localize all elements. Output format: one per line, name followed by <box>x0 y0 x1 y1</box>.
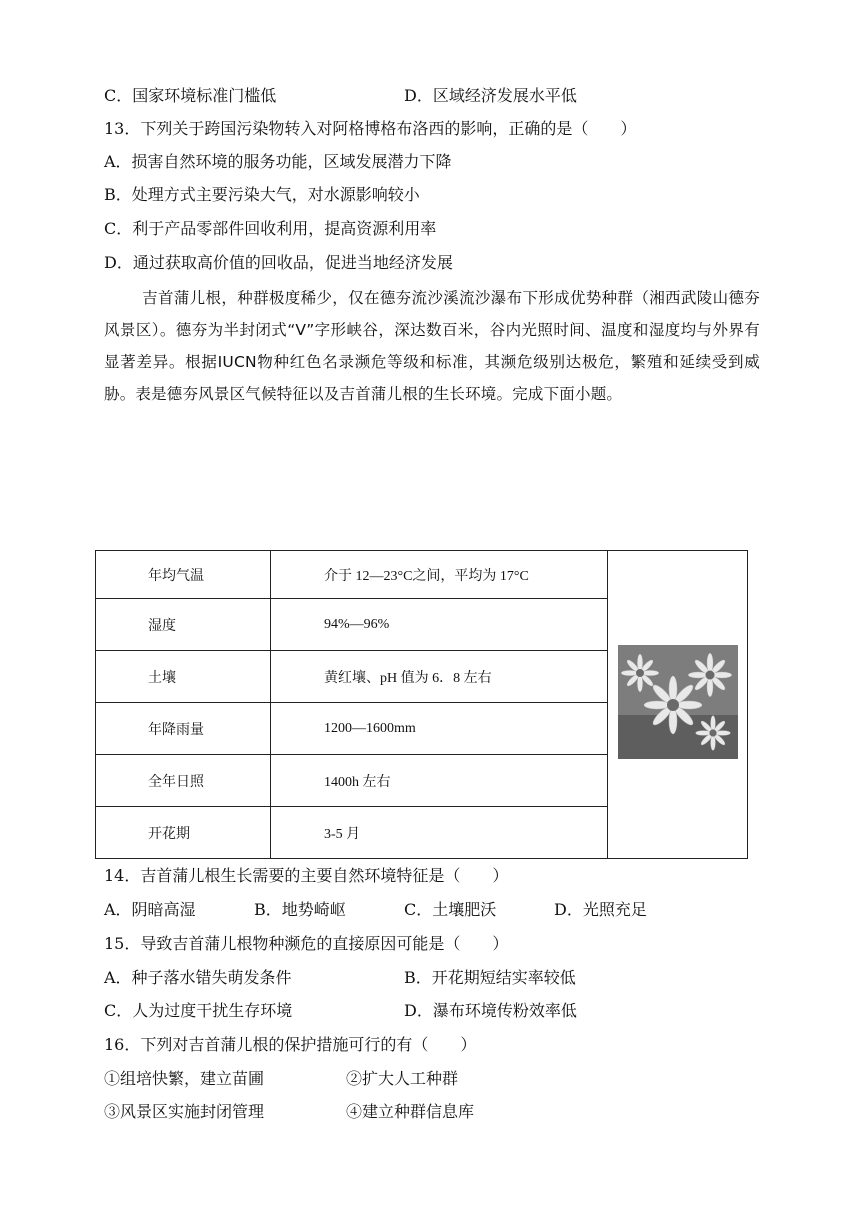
q13-stem: 13．下列关于跨国污染物转入对阿格博格布洛西的影响，正确的是（ ） <box>104 119 637 138</box>
q14-stem: 14．吉首蒲儿根生长需要的主要自然环境特征是（ ） <box>104 866 509 885</box>
q12-option-d: D．区域经济发展水平低 <box>404 86 577 105</box>
q14-option-d: D．光照充足 <box>554 900 647 919</box>
climate-table <box>95 550 748 859</box>
table-value: 1400h 左右 <box>271 755 608 807</box>
q16-item-3: ③风景区实施封闭管理 <box>104 1102 265 1121</box>
q15-option-a: A．种子落水错失萌发条件 <box>104 968 292 987</box>
q15-option-c: C．人为过度干扰生存环境 <box>104 1001 293 1020</box>
table-row <box>96 551 748 599</box>
passage <box>104 282 760 410</box>
q14-option-c: C．土壤肥沃 <box>404 900 497 919</box>
table-label: 年降雨量 <box>96 703 271 755</box>
q13-option-b: B．处理方式主要污染大气，对水源影响较小 <box>104 185 420 204</box>
table-label: 土壤 <box>96 651 271 703</box>
q14-option-b: B．地势崎岖 <box>254 900 346 919</box>
table-label: 湿度 <box>96 599 271 651</box>
q13-option-a: A．损害自然环境的服务功能，区域发展潜力下降 <box>104 152 452 171</box>
q12-option-c: C．国家环境标准门槛低 <box>104 86 277 105</box>
table-label: 开花期 <box>96 807 271 859</box>
q15-option-d: D．瀑布环境传粉效率低 <box>404 1001 577 1020</box>
q16-item-1: ①组培快繁，建立苗圃 <box>104 1069 265 1088</box>
passage-text: 吉首蒲儿根，种群极度稀少，仅在德夯流沙溪流沙瀑布下形成优势种群（湘西武陵山德夯风景区）。德夯为半封闭式“V”字形峡谷，深达数百米，谷内光照时间、温度和湿度均与外界有显著差异。根据IUCN物种红色名录濒危等级和标准，其濒危级别达极危，繁殖和延续受到威胁。表是德夯风景区气候特征以及吉首蒲儿根的生长环境。完成下面小题。 <box>104 289 760 403</box>
flower-photo <box>618 645 738 759</box>
table-value: 介于 12—23°C之间，平均为 17°C <box>271 551 608 599</box>
q14-option-a: A．阴暗高湿 <box>104 900 196 919</box>
flower-photo-cell <box>608 551 748 859</box>
q16-item-2: ②扩大人工种群 <box>346 1069 459 1088</box>
q15-option-b: B．开花期短结实率较低 <box>404 968 576 987</box>
table-label: 年均气温 <box>96 551 271 599</box>
table-value: 黄红壤、pH 值为 6．8 左右 <box>271 651 608 703</box>
q15-stem: 15．导致吉首蒲儿根物种濒危的直接原因可能是（ ） <box>104 934 509 953</box>
table-value: 94%—96% <box>271 599 608 651</box>
q16-item-4: ④建立种群信息库 <box>346 1102 475 1121</box>
table-label: 全年日照 <box>96 755 271 807</box>
q13-option-d: D．通过获取高价值的回收品，促进当地经济发展 <box>104 253 453 272</box>
table-value: 1200—1600mm <box>271 703 608 755</box>
table-value: 3-5 月 <box>271 807 608 859</box>
q13-option-c: C．利于产品零部件回收利用，提高资源利用率 <box>104 219 437 238</box>
q16-stem: 16．下列对吉首蒲儿根的保护措施可行的有（ ） <box>104 1035 477 1054</box>
